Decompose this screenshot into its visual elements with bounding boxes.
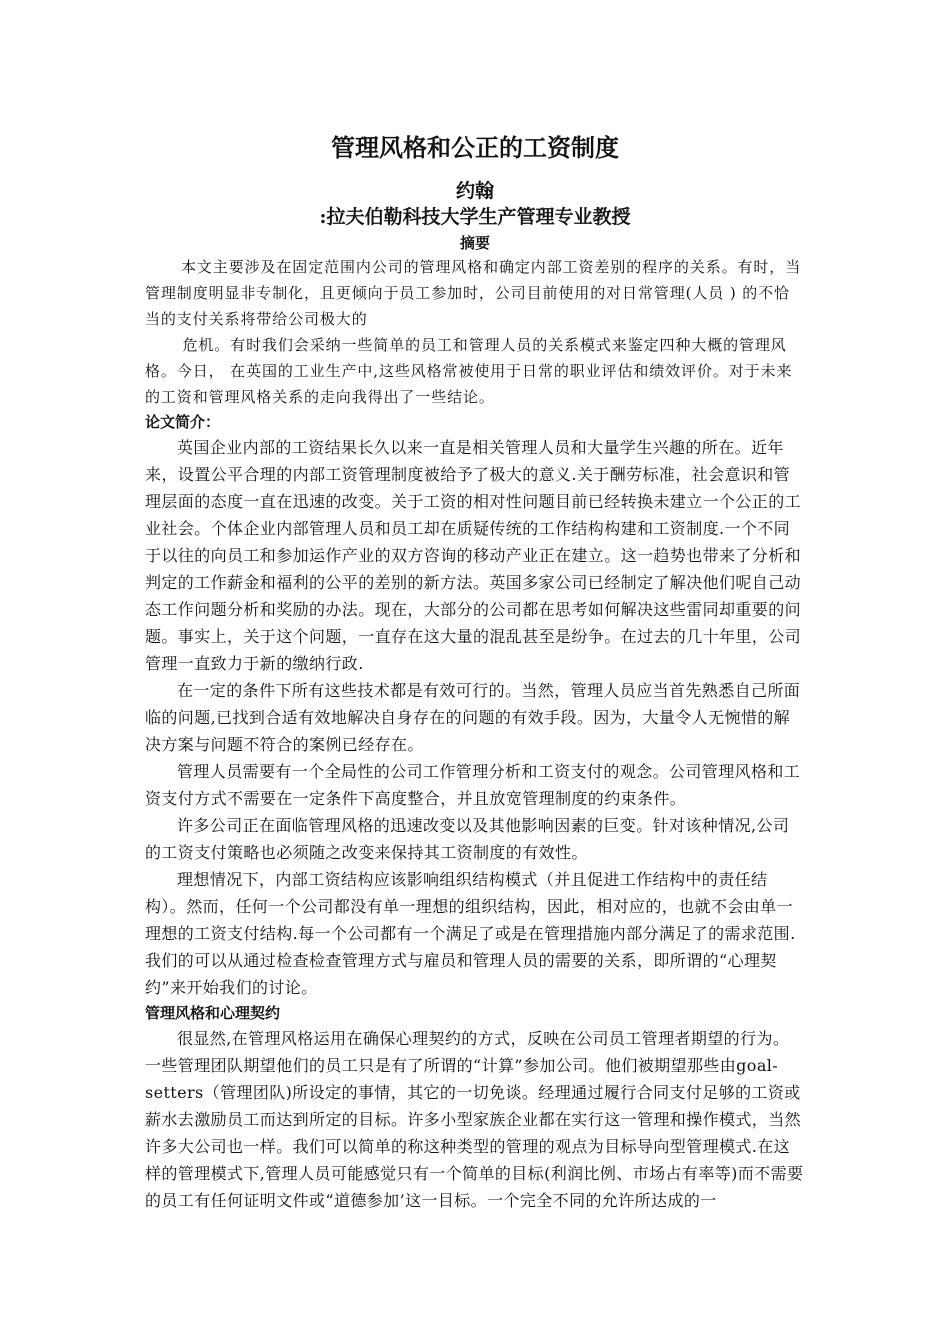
- body-paragraph: 在一定的条件下所有这些技术都是有效可行的。当然，管理人员应当首先熟悉自己所面临的问题,已找到合适有效地解决自身存在的问题的有效手段。因为，大量令人无惋惜的解决方案与问题不符合的案例已经存在。: [145, 681, 801, 754]
- abstract-paragraph: 危机。有时我们会采纳一些简单的员工和管理人员的关系模式来鉴定四种大概的管理风格。今日， 在英国的工业生产中,这些风格常被使用于日常的职业评估和绩效评价。对于未来的工资和管理风格关系的走向我得出了一些结论。: [145, 336, 793, 406]
- abstract-paragraph: 本文主要涉及在固定范围内公司的管理风格和确定内部工资差别的程序的关系。有时，当管理制度明显非专制化，且更倾向于员工参加时，公司目前使用的对日常管理(人员 ) 的不恰当的支付关系将带给公司极大的: [145, 258, 802, 328]
- introduction-section: [145, 410, 805, 1001]
- document-page: [145, 128, 805, 1214]
- author-affiliation: :拉夫伯勒科技大学生产管理专业教授: [319, 206, 631, 228]
- body-paragraph: 英国企业内部的工资结果长久以来一直是相关管理人员和大量学生兴趣的所在。近年来，设置公平合理的内部工资管理制度被给予了极大的意义.关于酬劳标准，社会意识和管理层面的态度一直在迅速的改变。关于工资的相对性问题目前已经转换未建立一个公正的工业社会。个体企业内部管理人员和员工却在质疑传统的工作结构构建和工资制度.一个不同于以往的向员工和参加运作产业的双方咨询的移动产业正在建立。这一趋势也带来了分析和判定的工作薪金和福利的公平的差别的新方法。英国多家公司已经制定了解决他们呢自己动态工作问题分析和奖励的办法。现在，大部分的公司都在思考如何解决这些雷同却重要的问题。事实上，关于这个问题，一直存在这大量的混乱甚至是纷争。在过去的几十年里，公司管理一直致力于新的缴纳行政.: [145, 438, 802, 673]
- body-paragraph: 理想情况下，内部工资结构应该影响组织结构模式（并且促进工作结构中的责任结构）。然而，任何一个公司都没有单一理想的组织结构，因此，相对应的，也就不会由单一理想的工资支付结构.每一个公司都有一个满足了或是在管理措施内部分满足了的需求范围.我们的可以从通过检查检查管理方式与雇员和管理人员的需要的关系，即所谓的“心理契约”来开始我们的讨论。: [145, 870, 796, 997]
- psychological-contract-section: [145, 1001, 805, 1214]
- author-name: 约翰: [455, 180, 494, 202]
- document-title: 管理风格和公正的工资制度: [331, 134, 619, 162]
- abstract-section: [145, 232, 805, 410]
- section-heading-style-contract: 管理风格和心理契约: [145, 1004, 281, 1022]
- body-paragraph: 许多公司正在面临管理风格的迅速改变以及其他影响因素的巨变。针对该种情况,公司的工资支付策略也必须随之改变来保持其工资制度的有效性。: [145, 816, 790, 862]
- abstract-heading: 摘要: [459, 234, 490, 252]
- body-paragraph: 管理人员需要有一个全局性的公司工作管理分析和工资支付的观念。公司管理风格和工资支付方式不需要在一定条件下高度整合，并且放宽管理制度的约束条件。: [145, 762, 801, 808]
- section-heading-introduction: 论文简介：: [145, 413, 221, 431]
- body-paragraph: 很显然,在管理风格运用在确保心理契约的方式，反映在公司员工管理者期望的行为。一些管理团队期望他们的员工只是有了所谓的“计算”参加公司。他们被期望那些由goal-setters（管理团队)所设定的事情，其它的一切免谈。经理通过履行合同支付足够的工资或薪水去激励员工而达到所定的目标。许多小型家族企业都在实行这一管理和操作模式，当然许多大公司也一样。我们可以简单的称这种类型的管理的观点为目标导向型管理模式.在这样的管理模式下,管理人员可能感觉只有一个简单的目标(利润比例、市场占有率等)而不需要的员工有任何证明文件或“道德参加’这一目标。一个完全不同的允许所达成的一: [145, 1029, 804, 1210]
